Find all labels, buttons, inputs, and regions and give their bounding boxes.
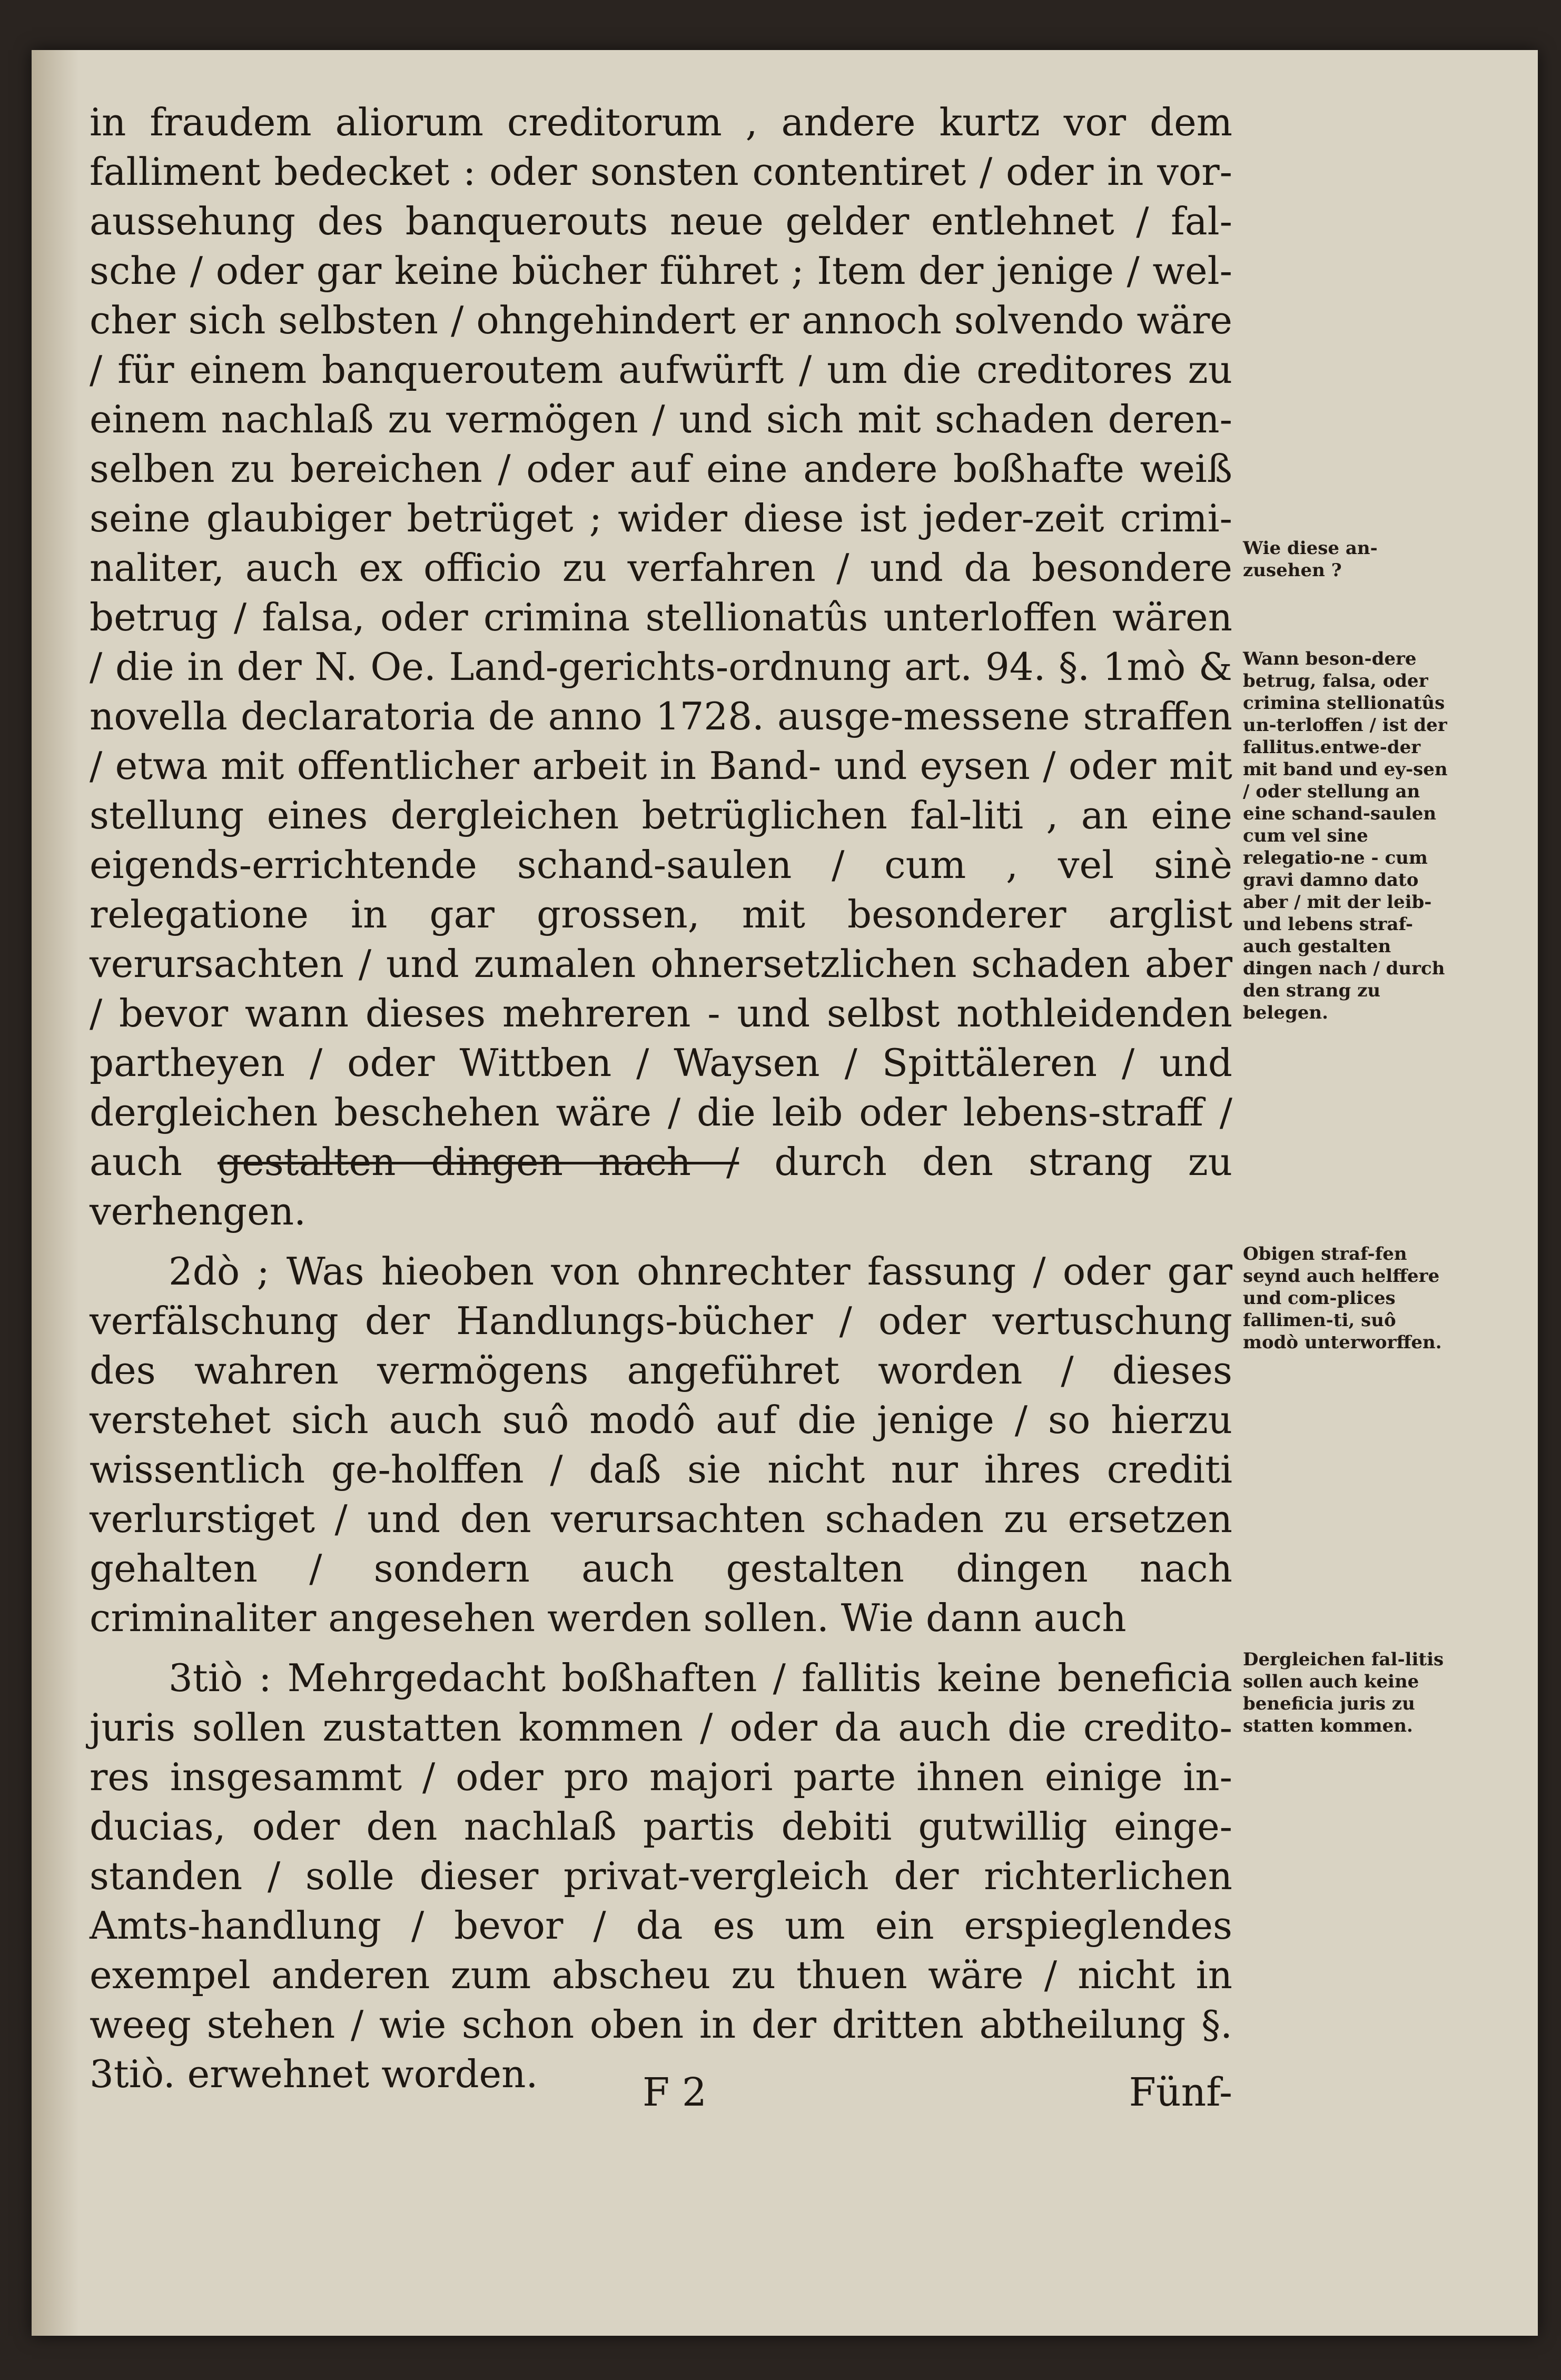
page-footer <box>90 2070 1232 2122</box>
catchword: Fünf- <box>1129 2070 1232 2115</box>
paragraph-2: 2dò ; Was hieoben von ohnrechter fassung / oder gar verfälschung der Handlungs-bücher / oder vertuschung des wahren vermögens angeführet worden / dieses verstehet sich auch suô modô auf die jenige / so hierzu wissentlich ge-holffen / daß sie nicht nur ihres crediti verlurstiget / und den verursachten schaden zu ersetzen gehalten / sondern auch gestalten dingen nach criminaliter angesehen werden sollen. Wie dann auch <box>90 1249 1232 1640</box>
margin-note-3: Obigen straf-fen seynd auch helffere und com-plices fallimen-ti, suô modò unterworffen. <box>1243 1243 1442 1353</box>
struck-text: gestalten dingen nach / <box>218 1140 739 1184</box>
signature-mark: F 2 <box>643 2070 707 2115</box>
main-text <box>90 97 1232 2101</box>
margin-note-1: Wie diese an-zusehen ? <box>1243 538 1378 581</box>
paragraph-3: 3tiò : Mehrgedacht boßhaften / fallitis keine beneficia juris sollen zustatten kommen / oder da auch die credito-res insgesammt / oder pro majori parte ihnen einige in-ducias, oder den nachlaß partis debiti gutwillig einge-standen / solle dieser privat-vergleich der richterlichen Amts-handlung / bevor / da es um ein erspieglendes exempel anderen zum abscheu zu thuen wäre / nicht in weeg stehen / wie schon oben in der dritten abtheilung §. 3tiò. erwehnet worden. <box>90 1656 1232 2096</box>
paragraph-1: in fraudem aliorum creditorum , andere kurtz vor dem falliment bedecket : oder sonsten contentiret / oder in vor-aussehung des banquerouts neue gelder entlehnet / fal-sche / oder gar keine bücher führet ; Item der jenige / wel-cher sich selbsten / ohngehindert er annoch solvendo wäre / für einem banqueroutem aufwürft / um die creditores zu einem nachlaß zu vermögen / und sich mit schaden deren-selben zu bereichen / oder auf eine andere boßhafte weiß seine glaubiger betrüget ; wider diese ist jeder-zeit crimi-naliter, auch ex officio zu verfahren / und da besondere betrug / falsa, oder crimina stellionatûs unterloffen wären / die in der N. Oe. Land-gerichts-ordnung art. 94. §. 1mò & novella declaratoria de anno 1728. ausge-messene straffen / etwa mit offentlicher arbeit in Band- und eysen / oder mit stellung eines dergleichen betrüglichen fal-liti , an eine eigends-errichtende schand-saulen / cum , vel sinè relegatione in gar grossen, mit besonderer arglist verursachten / und zumalen ohnersetzlichen schaden aber / bevor wann dieses mehreren - und selbst nothleidenden partheyen / oder Wittben / Waysen / Spittäleren / und dergleichen beschehen wäre / die leib oder lebens-straff / auch gestalten dingen nach / durch den strang zu verhengen. <box>90 100 1232 1233</box>
page-gutter <box>32 50 79 2336</box>
margin-note-2: Wann beson-dere betrug, falsa, oder crimina stellionatûs un-terloffen / ist der fallitus.entwe-der mit band und ey-sen / oder stellung an eine schand-saulen cum vel sine relegatio-ne - cum gravi damno dato aber / mit der leib-und lebens straf-auch gestalten dingen nach / durch den strang zu belegen. <box>1243 648 1448 1023</box>
margin-note-4: Dergleichen fal-litis sollen auch keine beneficia juris zu statten kommen. <box>1243 1649 1444 1736</box>
